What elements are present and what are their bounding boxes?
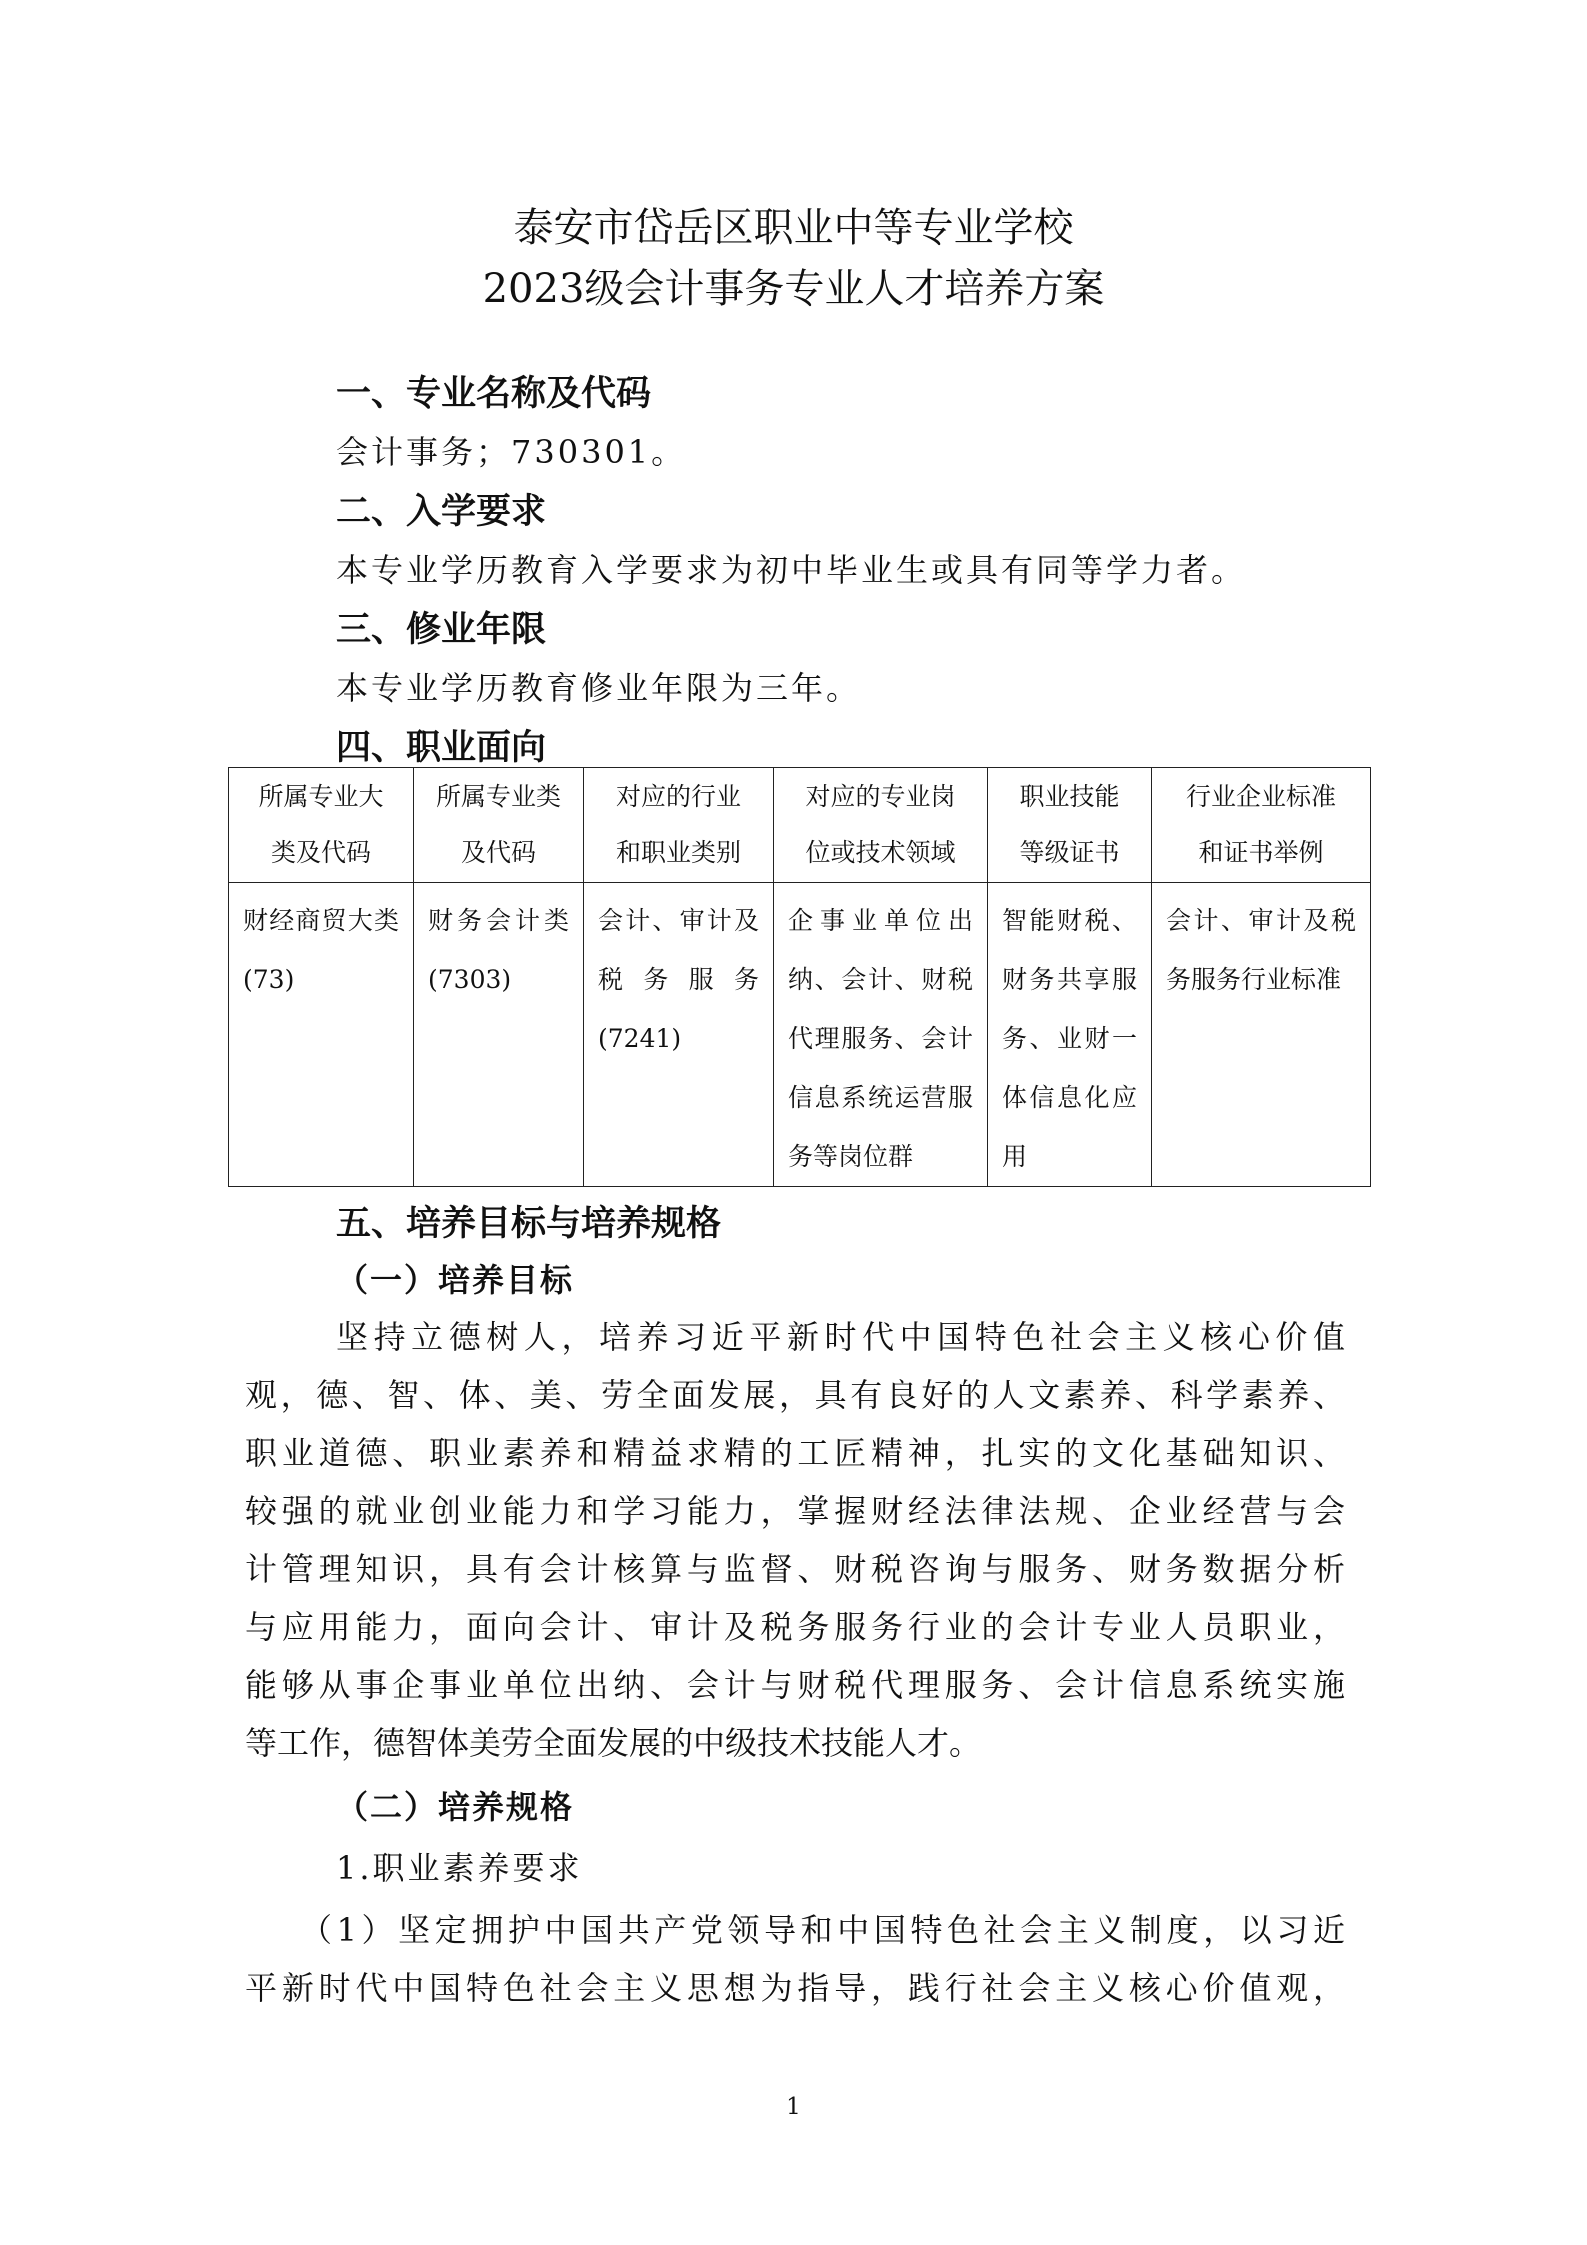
specs-item-line: 平新时代中国特色社会主义思想为指导，践行社会主义核心价值观， [245,1969,1345,2007]
specs-subheading: 1.职业素养要求 [336,1849,583,1887]
table-cell: 会计、审计及税务服务(7241) [584,883,774,1187]
goals-line: 坚持立德树人，培养习近平新时代中国特色社会主义核心价值 [336,1318,1345,1356]
section-3-body: 本专业学历教育修业年限为三年。 [336,669,862,707]
page-number: 1 [786,2094,801,2120]
goals-line: 观，德、智、体、美、劳全面发展，具有良好的人文素养、科学素养、 [245,1376,1345,1414]
career-orientation-table [228,767,1371,1187]
goals-line: 等工作，德智体美劳全面发展的中级技术技能人才。 [245,1724,982,1762]
document-title-line2: 2023级会计事务专业人才培养方案 [482,266,1105,312]
section-5-heading: 五、培养目标与培养规格 [336,1204,722,1244]
goals-heading: （一）培养目标 [336,1261,575,1299]
table-cell: 财经商贸大类(73) [229,883,414,1187]
section-4-heading: 四、职业面向 [336,728,547,768]
section-1-heading: 一、专业名称及代码 [336,374,652,414]
table-row [229,883,1371,1187]
table-header-cell: 职业技能 等级证书 [988,768,1152,883]
table-header-cell: 对应的专业岗 位或技术领域 [774,768,988,883]
document-title-line1: 泰安市岱岳区职业中等专业学校 [513,205,1074,251]
goals-line: 职业道德、职业素养和精益求精的工匠精神，扎实的文化基础知识、 [245,1434,1345,1472]
section-1-body: 会计事务；730301。 [336,433,687,471]
specs-item-line: （1）坚定拥护中国共产党领导和中国特色社会主义制度，以习近 [300,1911,1345,1949]
table-header-row [229,768,1371,883]
goals-line: 能够从事企事业单位出纳、会计与财税代理服务、会计信息系统实施 [245,1666,1345,1704]
table-header-cell: 所属专业大 类及代码 [229,768,414,883]
table-header-cell: 所属专业类 及代码 [414,768,584,883]
goals-line: 计管理知识，具有会计核算与监督、财税咨询与服务、财务数据分析 [245,1550,1345,1588]
section-2-heading: 二、入学要求 [336,492,547,532]
table-header-cell: 对应的行业 和职业类别 [584,768,774,883]
section-3-heading: 三、修业年限 [336,610,547,650]
goals-line: 与应用能力，面向会计、审计及税务服务行业的会计专业人员职业， [245,1608,1345,1646]
table-header-cell: 行业企业标准 和证书举例 [1152,768,1371,883]
table-cell: 会计、审计及税务服务行业标准 [1152,883,1371,1187]
goals-line: 较强的就业创业能力和学习能力，掌握财经法律法规、企业经营与会 [245,1492,1345,1530]
specs-heading: （二）培养规格 [336,1788,575,1826]
section-2-body: 本专业学历教育入学要求为初中毕业生或具有同等学力者。 [336,551,1247,589]
table-cell: 智能财税、财务共享服务、业财一体信息化应用 [988,883,1152,1187]
table-cell: 企事业单位出纳、会计、财税代理服务、会计信息系统运营服务等岗位群 [774,883,988,1187]
table-cell: 财务会计类(7303) [414,883,584,1187]
